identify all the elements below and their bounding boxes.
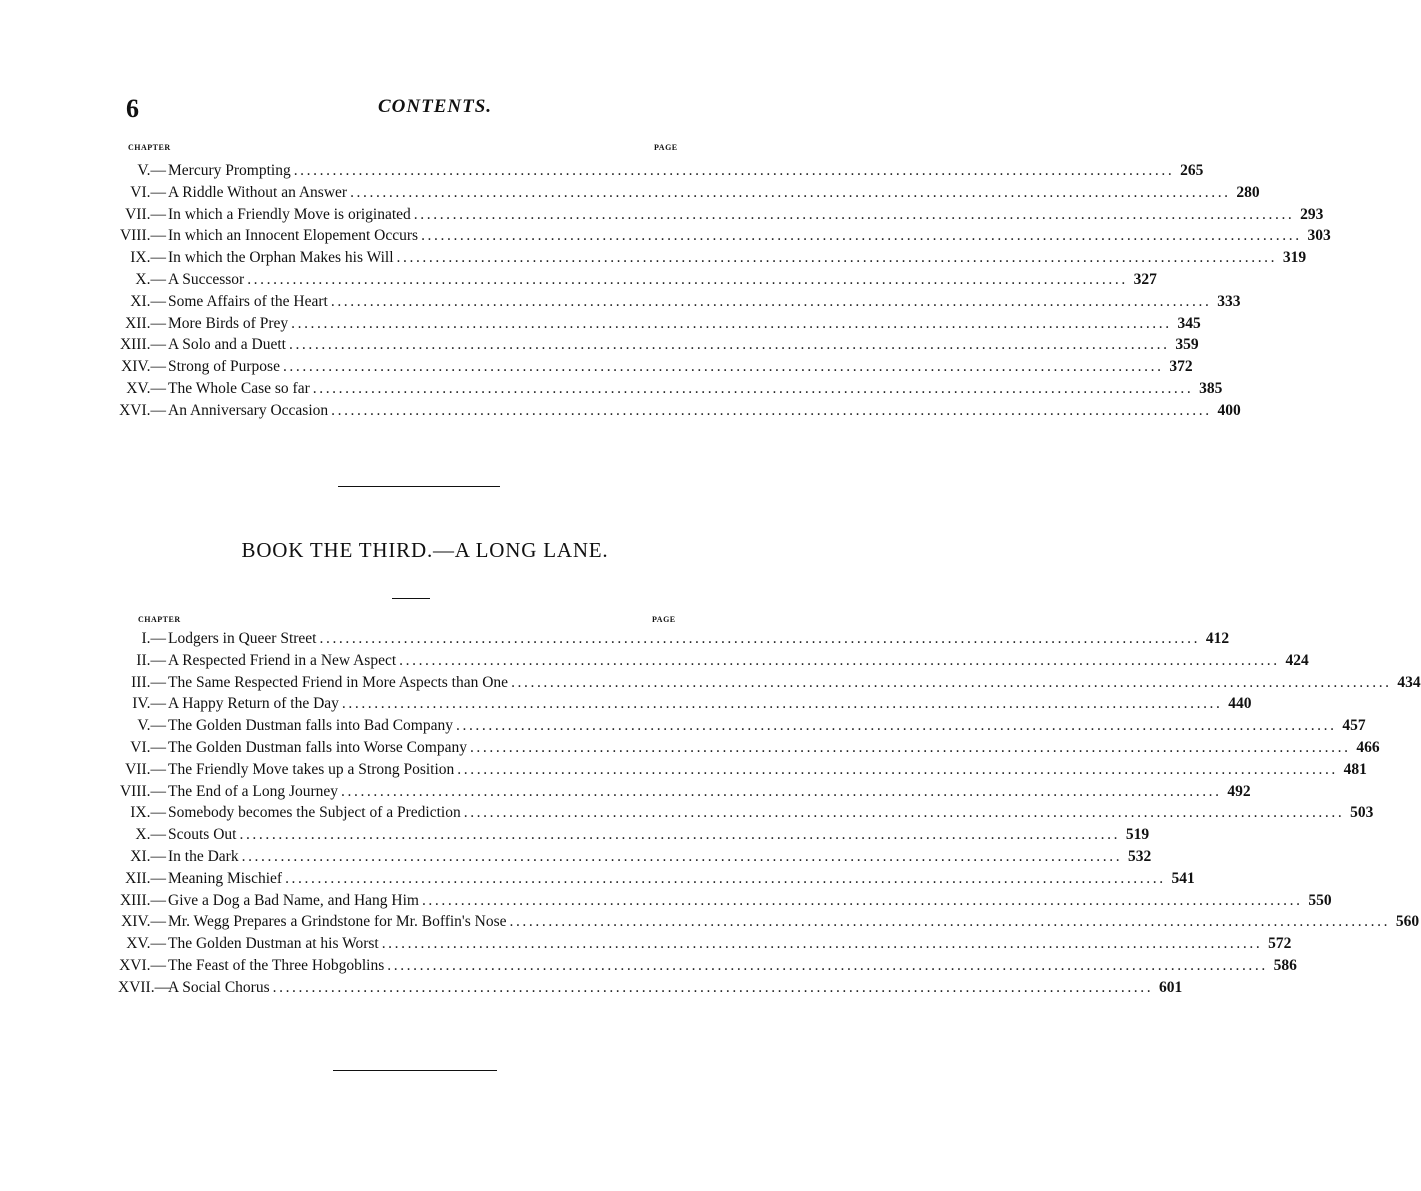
dot-leader bbox=[317, 628, 1204, 650]
chapter-title: The Feast of the Three Hobgoblins bbox=[168, 956, 385, 974]
chapter-title: In which an Innocent Elopement Occurs bbox=[168, 227, 419, 245]
dot-leader bbox=[286, 334, 1173, 356]
contents-list-book-two bbox=[118, 160, 1331, 422]
toc-entry bbox=[118, 204, 1324, 226]
toc-entry bbox=[118, 781, 1251, 803]
toc-entry bbox=[118, 672, 1421, 694]
toc-entry bbox=[118, 378, 1223, 400]
toc-entry bbox=[118, 868, 1195, 890]
chapter-number: X.— bbox=[135, 270, 166, 288]
page-ref: 265 bbox=[1180, 162, 1204, 179]
end-divider bbox=[333, 1070, 497, 1071]
dot-leader bbox=[508, 672, 1395, 694]
dot-leader bbox=[310, 378, 1197, 400]
chapter-title: In which the Orphan Makes his Will bbox=[168, 249, 394, 267]
toc-entry bbox=[118, 977, 1183, 999]
dot-leader bbox=[236, 824, 1123, 846]
chapter-title: More Birds of Prey bbox=[168, 314, 289, 332]
dot-leader bbox=[453, 715, 1340, 737]
page-ref: 601 bbox=[1158, 978, 1183, 996]
dot-leader bbox=[411, 204, 1298, 226]
chapter-number: II.— bbox=[136, 651, 166, 669]
chapter-number: XIII.— bbox=[119, 891, 166, 909]
toc-entry bbox=[118, 650, 1309, 672]
chapter-title: Some Affairs of the Heart bbox=[168, 292, 328, 310]
page-ref: 532 bbox=[1127, 847, 1152, 865]
chapter-title: The Golden Dustman falls into Worse Company bbox=[168, 738, 467, 756]
chapter-title: Scouts Out bbox=[168, 826, 237, 844]
chapter-number: V.— bbox=[137, 162, 166, 179]
page-column-label: PAGE bbox=[654, 143, 678, 152]
page-ref: 303 bbox=[1307, 227, 1331, 245]
chapter-number: X.— bbox=[135, 826, 166, 844]
dot-leader bbox=[379, 933, 1266, 955]
chapter-number: XV.— bbox=[126, 935, 166, 953]
dot-leader bbox=[461, 802, 1348, 824]
page-ref: 519 bbox=[1125, 826, 1150, 844]
chapter-number: XV.— bbox=[126, 379, 166, 397]
toc-entry bbox=[118, 890, 1332, 912]
chapter-title: The Golden Dustman falls into Bad Company bbox=[168, 717, 453, 735]
toc-entry bbox=[118, 313, 1201, 335]
chapter-number: IV.— bbox=[132, 695, 166, 713]
dot-leader bbox=[339, 693, 1226, 715]
dot-leader bbox=[396, 650, 1283, 672]
chapter-number: XIV.— bbox=[121, 358, 166, 376]
page-column-label: PAGE bbox=[652, 615, 676, 624]
page-ref: 280 bbox=[1236, 183, 1260, 201]
page-ref: 293 bbox=[1300, 205, 1324, 223]
chapter-title: The End of a Long Journey bbox=[168, 782, 339, 800]
page-ref: 466 bbox=[1356, 738, 1380, 756]
chapter-title: A Successor bbox=[168, 270, 245, 288]
page-ref: 440 bbox=[1228, 695, 1252, 713]
chapter-number: IX.— bbox=[130, 804, 166, 822]
toc-entry bbox=[118, 911, 1420, 933]
page-ref: 385 bbox=[1199, 379, 1223, 397]
chapter-number: XIII.— bbox=[119, 336, 166, 354]
chapter-number: V.— bbox=[137, 717, 166, 735]
dot-leader bbox=[394, 247, 1281, 269]
dot-leader bbox=[280, 356, 1167, 378]
dot-leader bbox=[419, 890, 1306, 912]
chapter-title: Give a Dog a Bad Name, and Hang Him bbox=[168, 891, 419, 909]
toc-entry bbox=[118, 225, 1331, 247]
toc-entry bbox=[118, 955, 1297, 977]
toc-entry bbox=[118, 824, 1150, 846]
page-ref: 434 bbox=[1397, 673, 1421, 691]
page-ref: 457 bbox=[1342, 717, 1366, 735]
dot-leader bbox=[239, 846, 1126, 868]
page-ref: 319 bbox=[1282, 249, 1307, 267]
chapter-number: IX.— bbox=[130, 249, 166, 267]
dot-leader bbox=[454, 759, 1341, 781]
dot-leader bbox=[244, 269, 1131, 291]
toc-entry bbox=[118, 628, 1230, 650]
chapter-number: VI.— bbox=[130, 183, 166, 201]
chapter-number: XII.— bbox=[125, 314, 166, 332]
chapter-number: I.— bbox=[141, 630, 166, 647]
page-ref: 327 bbox=[1133, 270, 1157, 288]
toc-entry bbox=[118, 802, 1374, 824]
page-ref: 333 bbox=[1217, 292, 1241, 310]
toc-entry bbox=[118, 334, 1199, 356]
chapter-column-label: CHAPTER bbox=[128, 143, 171, 152]
dot-leader bbox=[288, 313, 1175, 335]
chapter-title: The Whole Case so far bbox=[168, 379, 310, 397]
chapter-title: Mercury Prompting bbox=[168, 162, 291, 179]
toc-entry bbox=[118, 269, 1157, 291]
chapter-column-label: CHAPTER bbox=[138, 615, 181, 624]
toc-entry bbox=[118, 160, 1204, 182]
chapter-number: VIII.— bbox=[119, 782, 166, 800]
page-ref: 345 bbox=[1177, 314, 1201, 332]
chapter-title: Strong of Purpose bbox=[168, 358, 280, 376]
chapter-title: A Happy Return of the Day bbox=[168, 695, 339, 713]
running-title: CONTENTS. bbox=[377, 96, 493, 117]
dot-leader bbox=[328, 291, 1215, 313]
section-divider bbox=[338, 486, 500, 487]
chapter-title: A Riddle Without an Answer bbox=[168, 183, 348, 201]
toc-entry bbox=[118, 846, 1152, 868]
toc-entry bbox=[118, 182, 1260, 204]
page-ref: 372 bbox=[1169, 358, 1193, 376]
toc-entry bbox=[118, 291, 1241, 313]
page-number: 6 bbox=[126, 94, 139, 123]
dot-leader bbox=[384, 955, 1271, 977]
chapter-title: Somebody becomes the Subject of a Prediction bbox=[168, 804, 461, 822]
dot-leader bbox=[506, 911, 1393, 933]
chapter-number: VII.— bbox=[125, 760, 166, 778]
toc-entry bbox=[118, 247, 1307, 269]
toc-entry bbox=[118, 933, 1292, 955]
chapter-number: VIII.— bbox=[119, 227, 166, 245]
page-ref: 424 bbox=[1285, 651, 1309, 669]
chapter-title: Mr. Wegg Prepares a Grindstone for Mr. Boffin's Nose bbox=[168, 913, 507, 931]
chapter-number: VII.— bbox=[125, 205, 166, 223]
chapter-title: A Social Chorus bbox=[168, 978, 270, 996]
dot-leader bbox=[347, 182, 1234, 204]
page-ref: 550 bbox=[1308, 891, 1332, 909]
dot-leader bbox=[418, 225, 1305, 247]
book-title-rule bbox=[392, 598, 430, 599]
chapter-number: III.— bbox=[131, 673, 166, 691]
chapter-number: XVI.— bbox=[119, 956, 166, 974]
page-ref: 359 bbox=[1175, 336, 1199, 354]
chapter-number: XIV.— bbox=[121, 913, 166, 931]
page-ref: 492 bbox=[1227, 782, 1251, 800]
chapter-title: An Anniversary Occasion bbox=[168, 401, 329, 419]
dot-leader bbox=[338, 781, 1225, 803]
dot-leader bbox=[282, 868, 1169, 890]
chapter-title: A Respected Friend in a New Aspect bbox=[168, 651, 397, 669]
dot-leader bbox=[270, 977, 1157, 999]
chapter-number: XI.— bbox=[130, 292, 166, 310]
page-ref: 541 bbox=[1171, 869, 1195, 887]
page-ref: 481 bbox=[1343, 760, 1367, 778]
chapter-title: Meaning Mischief bbox=[168, 869, 283, 887]
dot-leader bbox=[291, 160, 1178, 182]
chapter-number: XVI.— bbox=[119, 401, 166, 419]
chapter-number: XI.— bbox=[130, 847, 166, 865]
toc-entry bbox=[118, 693, 1252, 715]
chapter-title: In which a Friendly Move is originated bbox=[168, 205, 411, 223]
toc-entry bbox=[118, 400, 1241, 422]
chapter-title: Lodgers in Queer Street bbox=[168, 630, 317, 647]
page-ref: 503 bbox=[1350, 804, 1374, 822]
chapter-title: The Friendly Move takes up a Strong Position bbox=[168, 760, 455, 778]
contents-list-book-three bbox=[118, 628, 1421, 999]
page-ref: 412 bbox=[1205, 630, 1230, 647]
page-ref: 560 bbox=[1395, 913, 1420, 931]
chapter-title: In the Dark bbox=[168, 847, 239, 865]
page-ref: 572 bbox=[1268, 935, 1292, 953]
chapter-number: XII.— bbox=[125, 869, 166, 887]
chapter-number: XVII.— bbox=[118, 978, 171, 996]
toc-entry bbox=[118, 356, 1193, 378]
page-ref: 586 bbox=[1273, 956, 1297, 974]
dot-leader bbox=[467, 737, 1354, 759]
chapter-number: VI.— bbox=[130, 738, 166, 756]
toc-entry bbox=[118, 759, 1367, 781]
page-ref: 400 bbox=[1217, 401, 1241, 419]
chapter-title: The Golden Dustman at his Worst bbox=[168, 935, 379, 953]
chapter-title: The Same Respected Friend in More Aspects than One bbox=[168, 673, 509, 691]
toc-entry bbox=[118, 715, 1366, 737]
book-title: BOOK THE THIRD.—A LONG LANE. bbox=[241, 538, 609, 562]
dot-leader bbox=[328, 400, 1215, 422]
chapter-title: A Solo and a Duett bbox=[168, 336, 286, 354]
toc-entry bbox=[118, 737, 1380, 759]
